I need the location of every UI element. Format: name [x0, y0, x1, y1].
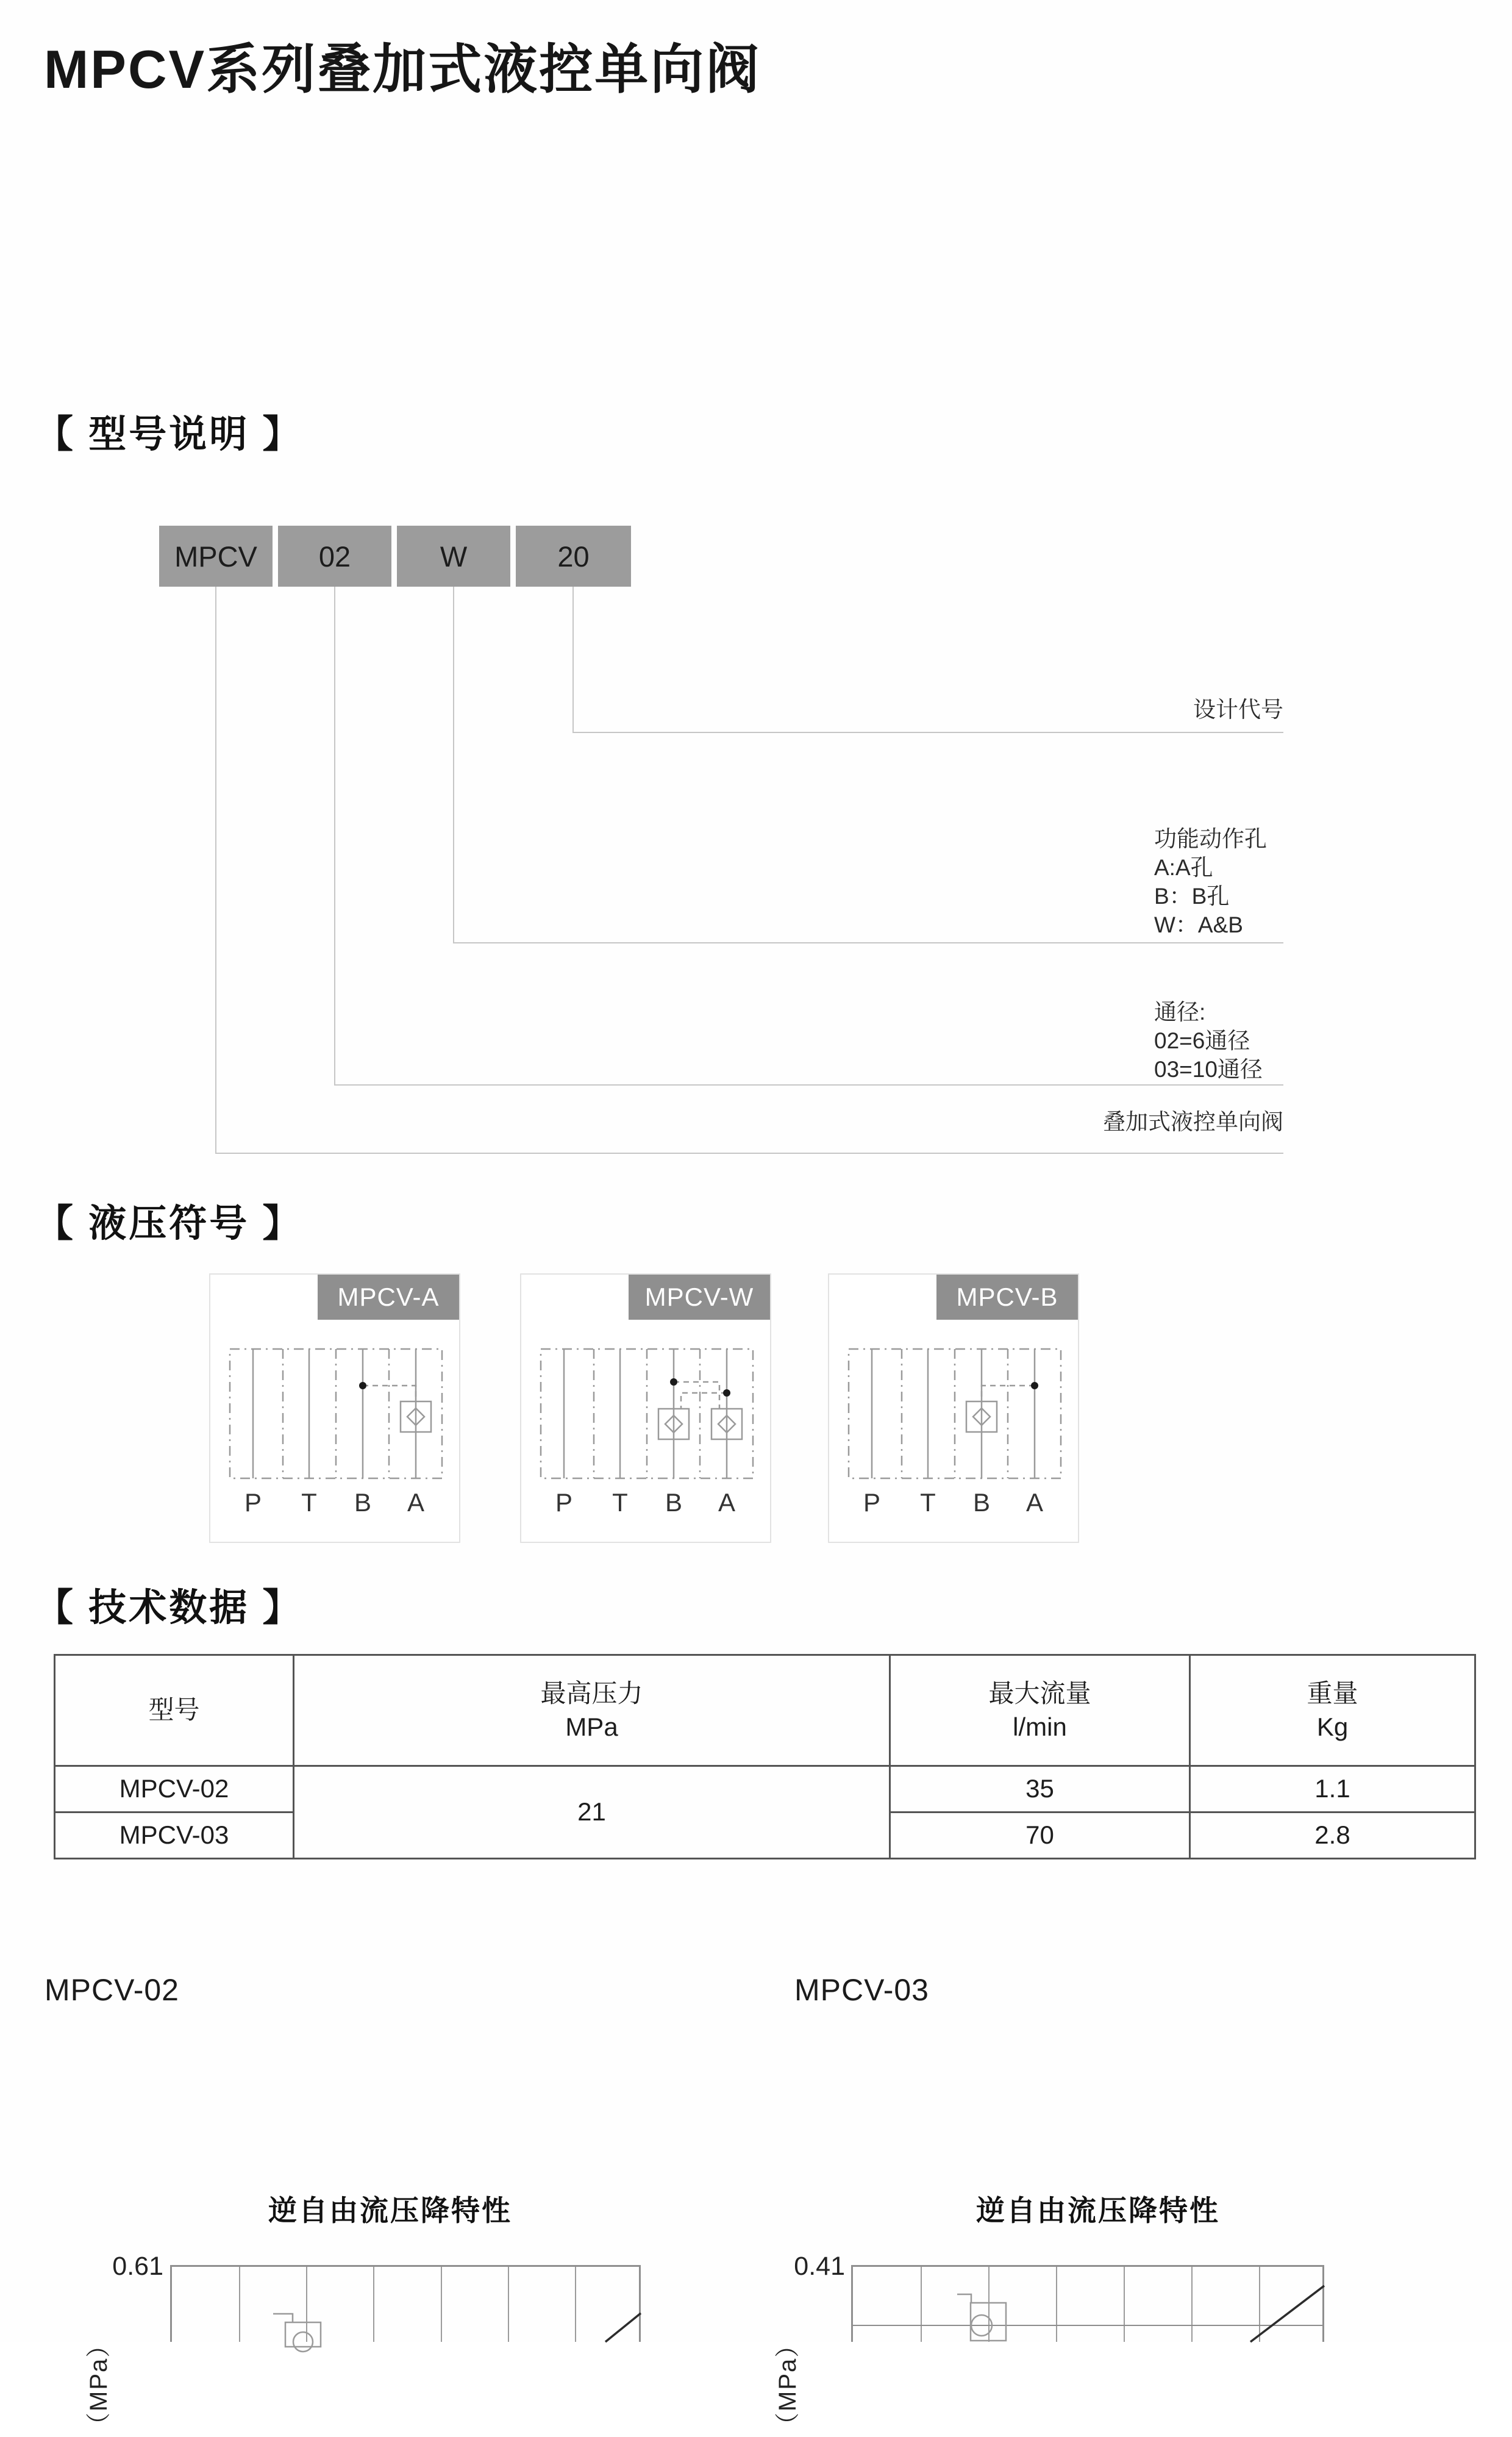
- section-header-model: 【 型号说明 】: [35, 413, 303, 456]
- y-axis-max-label-03: 0.41: [794, 2252, 845, 2281]
- size-title: 通径:: [1154, 1000, 1206, 1025]
- connector-rule-design: [572, 732, 1283, 733]
- cell-flow: 70: [890, 1813, 1190, 1859]
- connector-rule-function: [453, 942, 1283, 943]
- connector-line-design: [572, 587, 574, 732]
- model-code-box-design: 20: [516, 526, 631, 587]
- y-axis-max-label-02: 0.61: [112, 2252, 163, 2281]
- port-label-p: P: [244, 1488, 262, 1517]
- size-note: [1154, 998, 1263, 1084]
- section-header-symbols: 【 液压符号 】: [35, 1203, 303, 1245]
- col-header-flow-unit: l/min: [1013, 1712, 1067, 1741]
- symbol-card-tab: MPCV-A: [318, 1275, 459, 1320]
- y-axis-label-02: （MPa）: [85, 2331, 112, 2437]
- chart-model-label-03: MPCV-03: [794, 1973, 929, 2007]
- cell-pressure-shared: 21: [294, 1766, 890, 1859]
- chart-model-label-02: MPCV-02: [45, 1973, 179, 2007]
- pilot-junction-dot: [1031, 1382, 1038, 1389]
- hydraulic-schematic-w: [535, 1345, 759, 1528]
- port-label-b: B: [972, 1488, 991, 1517]
- chart-title-02: 逆自由流压降特性: [268, 2194, 512, 2227]
- pilot-junction-dot: [670, 1378, 677, 1386]
- hydraulic-schematic-a: [224, 1345, 448, 1528]
- connector-line-function: [453, 587, 454, 942]
- size-option-02: 02=6通径: [1154, 1028, 1250, 1053]
- col-header-model: 型号: [55, 1655, 294, 1766]
- hydraulic-schematic-b: [843, 1345, 1067, 1528]
- cell-weight: 1.1: [1190, 1766, 1475, 1813]
- col-header-flow-name: 最大流量: [988, 1678, 1091, 1708]
- cell-model: MPCV-02: [55, 1766, 294, 1813]
- port-label-p: P: [555, 1488, 573, 1517]
- port-label-t: T: [612, 1488, 628, 1517]
- connector-line-size: [334, 587, 335, 1084]
- port-label-p: P: [863, 1488, 881, 1517]
- tech-data-table: [54, 1654, 1476, 1859]
- design-code-label: 设计代号: [1193, 697, 1283, 722]
- port-label-a: A: [718, 1488, 736, 1517]
- model-code-box-size: 02: [278, 526, 391, 587]
- col-header-weight-unit: Kg: [1316, 1712, 1349, 1741]
- hydraulic-symbol-card-b: [828, 1273, 1079, 1543]
- page-title: MPCV系列叠加式液控单向阀: [44, 39, 761, 99]
- port-label-t: T: [920, 1488, 936, 1517]
- function-port-option-a: A:A孔: [1154, 855, 1213, 880]
- cell-weight: 2.8: [1190, 1813, 1475, 1859]
- pressure-drop-curve-03: [851, 2265, 1324, 2342]
- port-label-b: B: [354, 1488, 372, 1517]
- col-header-pressure: [294, 1655, 890, 1766]
- cell-model: MPCV-03: [55, 1813, 294, 1859]
- hydraulic-symbol-card-w: [520, 1273, 771, 1543]
- col-header-weight-name: 重量: [1307, 1678, 1358, 1708]
- col-header-flow: [890, 1655, 1190, 1766]
- connector-line-series: [215, 587, 216, 1153]
- connector-rule-size: [334, 1084, 1283, 1086]
- col-header-pressure-name: 最高压力: [540, 1678, 643, 1708]
- y-axis-label-03: （MPa）: [774, 2331, 801, 2437]
- symbol-card-tab: MPCV-B: [936, 1275, 1078, 1320]
- chart-title-03: 逆自由流压降特性: [976, 2194, 1220, 2227]
- port-label-b: B: [665, 1488, 683, 1517]
- model-code-box-function: W: [397, 526, 510, 587]
- cell-flow: 35: [890, 1766, 1190, 1813]
- function-port-title: 功能动作孔: [1154, 826, 1267, 851]
- port-label-a: A: [407, 1488, 425, 1517]
- pilot-line: [674, 1382, 719, 1409]
- pressure-drop-curve-02: [170, 2265, 641, 2342]
- table-header-row: [55, 1655, 1475, 1766]
- base-valve-label: 叠加式液控单向阀: [1103, 1109, 1283, 1134]
- pilot-junction-dot: [359, 1382, 366, 1389]
- table-row: [55, 1766, 1475, 1813]
- port-label-a: A: [1025, 1488, 1044, 1517]
- symbol-card-tab: MPCV-W: [629, 1275, 770, 1320]
- port-label-t: T: [301, 1488, 317, 1517]
- function-port-note: [1154, 825, 1267, 939]
- hydraulic-symbol-card-a: [209, 1273, 460, 1543]
- connector-rule-base: [215, 1153, 1283, 1154]
- function-port-option-w: W：A&B: [1154, 912, 1243, 937]
- pilot-junction-dot: [723, 1389, 730, 1397]
- section-header-tech-data: 【 技术数据 】: [35, 1587, 303, 1629]
- size-option-03: 03=10通径: [1154, 1057, 1263, 1082]
- col-header-weight: [1190, 1655, 1475, 1766]
- function-port-option-b: B：B孔: [1154, 884, 1230, 909]
- col-header-pressure-unit: MPa: [565, 1712, 618, 1741]
- model-code-box-series: MPCV: [159, 526, 273, 587]
